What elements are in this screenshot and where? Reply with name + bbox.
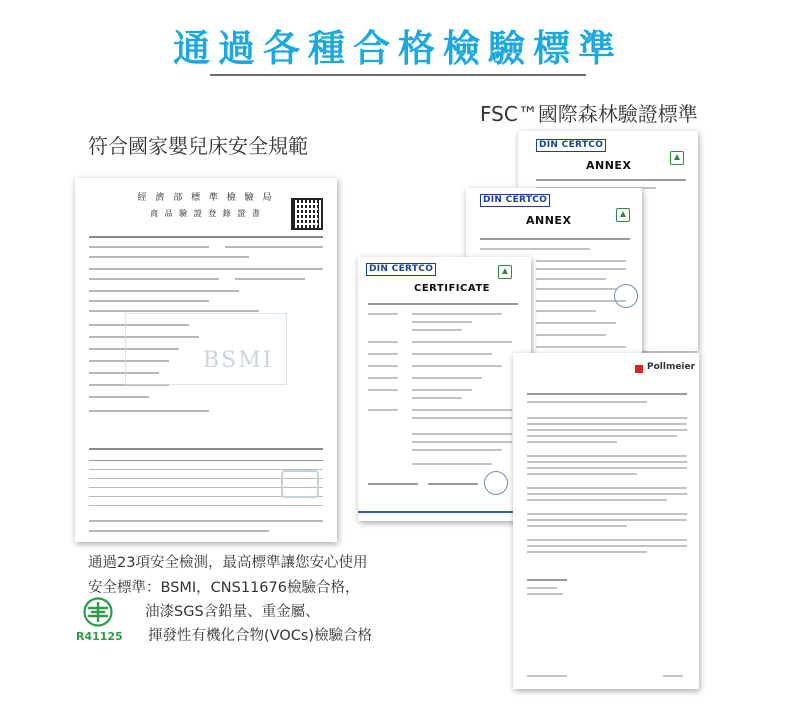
pollmeier-brand: Pollmeier: [647, 362, 696, 372]
fsc-caption: FSC™國際森林驗證標準: [480, 102, 698, 126]
text-line: [412, 433, 512, 435]
certificate-line: [89, 256, 249, 258]
text-line: [412, 353, 492, 355]
text-line: [527, 539, 687, 541]
certificate-line: [89, 448, 323, 450]
certificate-seal-icon: [281, 470, 319, 498]
certificate-line: [225, 246, 323, 248]
text-line: [527, 587, 557, 589]
text-line: [412, 329, 462, 331]
text-line: [412, 377, 482, 379]
stamp-icon: [484, 471, 508, 495]
text-line: [368, 365, 398, 367]
text-line: [527, 401, 647, 403]
text-line: [527, 441, 617, 443]
text-line: [536, 268, 626, 270]
footer-line: [663, 675, 683, 677]
text-line: [480, 248, 590, 250]
fsc-tree-icon: [498, 265, 512, 279]
text-line: [412, 409, 512, 411]
certificate-line: [235, 278, 305, 280]
qr-code-icon: [293, 200, 321, 228]
signature-line: [527, 579, 567, 581]
bsmi-watermark: BSMI: [203, 348, 274, 373]
commodity-inspection-mark-icon: [83, 597, 113, 627]
text-line: [368, 341, 398, 343]
text-line: [480, 238, 630, 240]
certificate-doc-title: 商 品 驗 證 登 錄 證 書: [150, 209, 262, 218]
certificate-line: [89, 278, 219, 280]
text-line: [536, 179, 686, 181]
paint-test-vocs: 揮發性有機化合物(VOCs)檢驗合格: [148, 628, 373, 644]
certificate-line: [89, 520, 323, 522]
footer-bar: [358, 511, 531, 513]
text-line: [412, 449, 502, 451]
din-certco-logo-icon: DIN CERTCO: [536, 139, 606, 152]
din-certco-logo-icon: DIN CERTCO: [480, 194, 550, 207]
text-line: [368, 353, 398, 355]
certificate-line: [89, 300, 209, 302]
text-line: [527, 593, 563, 595]
text-line: [368, 389, 398, 391]
text-line: [527, 545, 687, 547]
text-line: [536, 260, 626, 262]
text-line: [368, 313, 398, 315]
certificate-label: CERTIFICATE: [414, 283, 490, 294]
text-line: [527, 473, 637, 475]
signature-line: [428, 483, 478, 485]
bsmi-mark-code: R41125: [76, 630, 123, 643]
text-line: [527, 525, 627, 527]
text-line: [412, 321, 472, 323]
text-line: [527, 493, 687, 495]
signature-line: [368, 483, 418, 485]
text-line: [527, 455, 687, 457]
text-line: [412, 389, 472, 391]
certificate-line: [89, 268, 323, 270]
text-line: [536, 278, 606, 280]
text-line: [536, 310, 596, 312]
text-line: [368, 303, 518, 305]
text-line: [412, 341, 512, 343]
text-line: [536, 288, 616, 290]
text-line: [527, 467, 687, 469]
certificate-line: [89, 290, 239, 292]
bsmi-certificate-document: [75, 178, 337, 542]
annex-label: ANNEX: [526, 214, 572, 227]
certificate-ministry: 經 濟 部 標 準 檢 驗 局: [137, 193, 275, 203]
text-line: [527, 461, 687, 463]
page-heading: 通過各種合格檢驗標準: [173, 27, 623, 70]
text-line: [527, 519, 687, 521]
text-line: [527, 499, 667, 501]
din-certco-logo-icon: DIN CERTCO: [366, 263, 436, 276]
text-line: [527, 435, 677, 437]
text-line: [412, 313, 502, 315]
text-line: [527, 393, 687, 395]
cns-caption: 符合國家嬰兒床安全規範: [88, 134, 308, 158]
paint-test-lead: 油漆SGS含鉛量、重金屬、: [145, 604, 320, 620]
safety-standards: 安全標準：BSMI，CNS11676檢驗合格，: [88, 580, 360, 596]
text-line: [412, 463, 492, 465]
text-line: [536, 334, 606, 336]
fsc-certificate-page: [358, 257, 531, 521]
certificate-line: [89, 236, 323, 238]
pollmeier-letter-page: [513, 353, 699, 689]
text-line: [527, 551, 647, 553]
text-line: [536, 346, 626, 348]
certificate-line: [89, 396, 149, 398]
certificate-line: [89, 310, 259, 312]
text-line: [536, 300, 626, 302]
annex-label: ANNEX: [586, 159, 632, 172]
text-line: [412, 417, 512, 419]
fsc-tree-icon: [670, 151, 684, 165]
certificate-line: [89, 410, 209, 412]
heading-underline: [210, 74, 586, 76]
text-line: [368, 409, 398, 411]
text-line: [368, 377, 398, 379]
text-line: [412, 397, 462, 399]
text-line: [527, 423, 687, 425]
text-line: [527, 417, 687, 419]
stamp-icon: [614, 284, 638, 308]
text-line: [527, 429, 687, 431]
text-line: [527, 487, 687, 489]
pollmeier-logo-icon: [635, 365, 643, 373]
text-line: [412, 365, 502, 367]
safety-summary: 通過23項安全檢測，最高標準讓您安心使用: [88, 555, 368, 571]
text-line: [527, 513, 687, 515]
certificate-line: [89, 530, 269, 532]
fsc-tree-icon: [616, 208, 630, 222]
certificate-line: [89, 246, 209, 248]
footer-line: [527, 675, 567, 677]
text-line: [412, 441, 512, 443]
text-line: [536, 322, 616, 324]
